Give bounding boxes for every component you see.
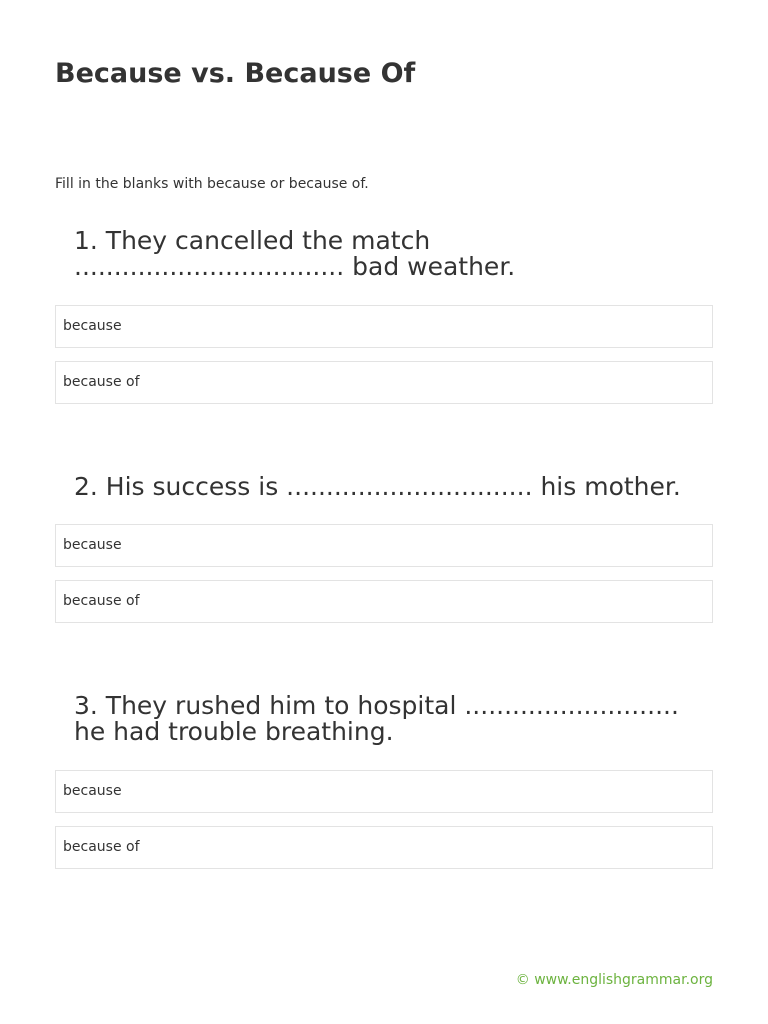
copyright-link[interactable]: © www.englishgrammar.org <box>515 972 713 988</box>
question-1-option-because-of[interactable] <box>55 361 713 404</box>
question-1 <box>55 228 713 408</box>
question-3 <box>55 693 713 873</box>
option-label: because <box>63 318 122 334</box>
question-2-option-because-of[interactable] <box>55 580 713 623</box>
option-label: because of <box>63 374 140 390</box>
question-2-option-because[interactable] <box>55 524 713 567</box>
question-3-option-because[interactable] <box>55 770 713 813</box>
option-label: because <box>63 783 122 799</box>
question-2-text: 2. His success is ............................... his mother. <box>74 472 681 501</box>
question-3-text: 3. They rushed him to hospital ........................... he had trouble breathing. <box>74 691 679 746</box>
question-1-text: 1. They cancelled the match .................................. bad weather. <box>74 226 516 281</box>
option-label: because <box>63 537 122 553</box>
option-label: because of <box>63 839 140 855</box>
question-3-option-because-of[interactable] <box>55 826 713 869</box>
page-title: Because vs. Because Of <box>55 58 416 89</box>
option-label: because of <box>63 593 140 609</box>
instructions-text: Fill in the blanks with because or because of. <box>55 176 369 192</box>
question-2 <box>55 474 713 626</box>
question-1-option-because[interactable] <box>55 305 713 348</box>
